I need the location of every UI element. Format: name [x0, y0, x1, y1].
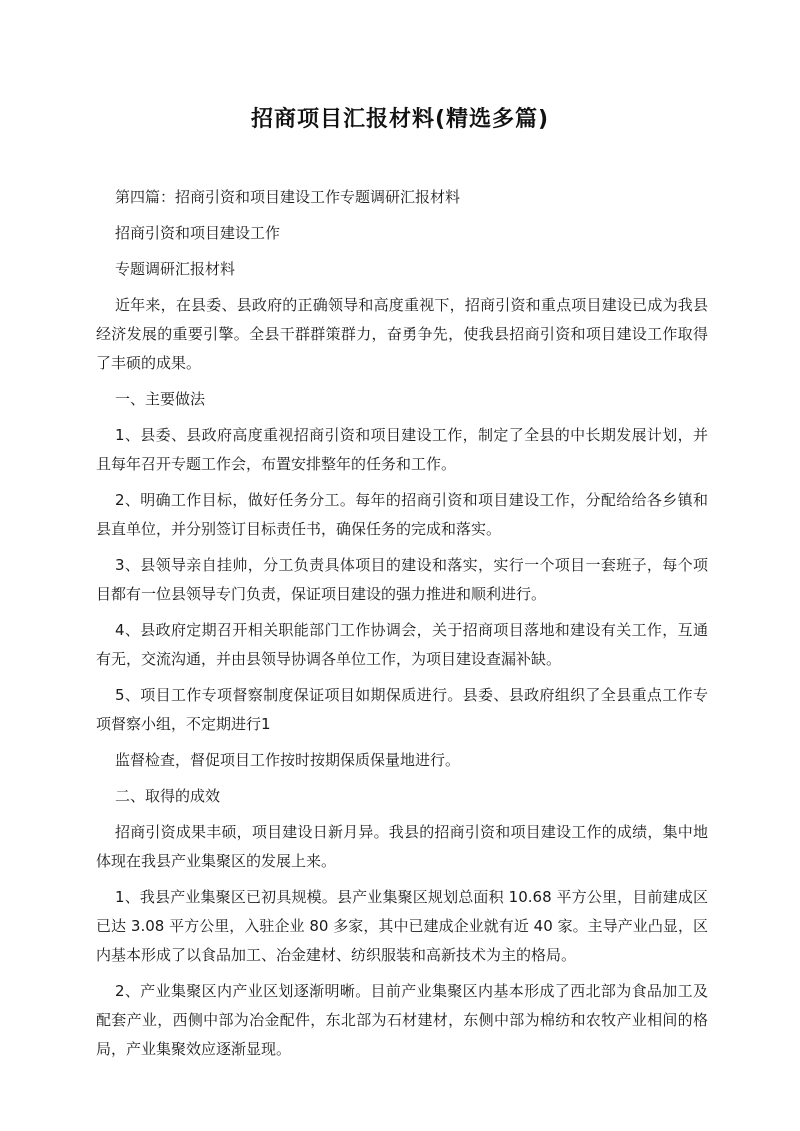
- list-item: 1、我县产业集聚区已初具规模。县产业集聚区规划总面积 10.68 平方公里，目前建成区已达 3.08 平方公里，入驻企业 80 多家，其中已建成企业就有近 40 家。主导产业凸显，区内基本形成了以食品加工、冶金建材、纺织服装和高新技术为主的格局。: [96, 888, 708, 964]
- list-item: 2、产业集聚区内产业区划逐渐明晰。目前产业集聚区内基本形成了西北部为食品加工及配套产业，西侧中部为冶金配件，东北部为石材建材，东侧中部为棉纺和农牧产业相间的格局，产业集聚效应逐渐显现。: [96, 982, 708, 1058]
- section-heading: 一、主要做法: [115, 390, 206, 408]
- list-item: 1、县委、县政府高度重视招商引资和项目建设工作，制定了全县的中长期发展计划，并且每年召开专题工作会，布置安排整年的任务和工作。: [96, 426, 708, 473]
- body-paragraph: 招商引资成果丰硕，项目建设日新月异。我县的招商引资和项目建设工作的成绩，集中地体现在我县产业集聚区的发展上来。: [96, 823, 708, 870]
- subheading: 招商引资和项目建设工作: [115, 224, 281, 242]
- section-heading: 二、取得的成效: [115, 787, 221, 805]
- body-paragraph: 监督检查，督促项目工作按时按期保质保量地进行。: [115, 751, 461, 769]
- list-item: 2、明确工作目标，做好任务分工。每年的招商引资和项目建设工作，分配给给各乡镇和县直单位，并分别签订目标责任书，确保任务的完成和落实。: [96, 491, 708, 538]
- subheading: 专题调研汇报材料: [115, 260, 236, 278]
- body-paragraph: 近年来，在县委、县政府的正确领导和高度重视下，招商引资和重点项目建设已成为我县经济发展的重要引擎。全县干群群策群力，奋勇争先，使我县招商引资和项目建设工作取得了丰硕的成果。: [96, 296, 708, 372]
- section-heading: 第四篇：招商引资和项目建设工作专题调研汇报材料: [115, 188, 461, 206]
- document-body: [96, 183, 708, 1071]
- list-item: 4、县政府定期召开相关职能部门工作协调会，关于招商项目落地和建设有关工作，互通有无，交流沟通，并由县领导协调各单位工作，为项目建设查漏补缺。: [96, 621, 708, 668]
- list-item: 5、项目工作专项督察制度保证项目如期保质进行。县委、县政府组织了全县重点工作专项督察小组，不定期进行1: [96, 686, 708, 733]
- document-title: 招商项目汇报材料(精选多篇): [250, 107, 550, 132]
- list-item: 3、县领导亲自挂帅，分工负责具体项目的建设和落实，实行一个项目一套班子，每个项目都有一位县领导专门负责，保证项目建设的强力推进和顺利进行。: [96, 556, 708, 603]
